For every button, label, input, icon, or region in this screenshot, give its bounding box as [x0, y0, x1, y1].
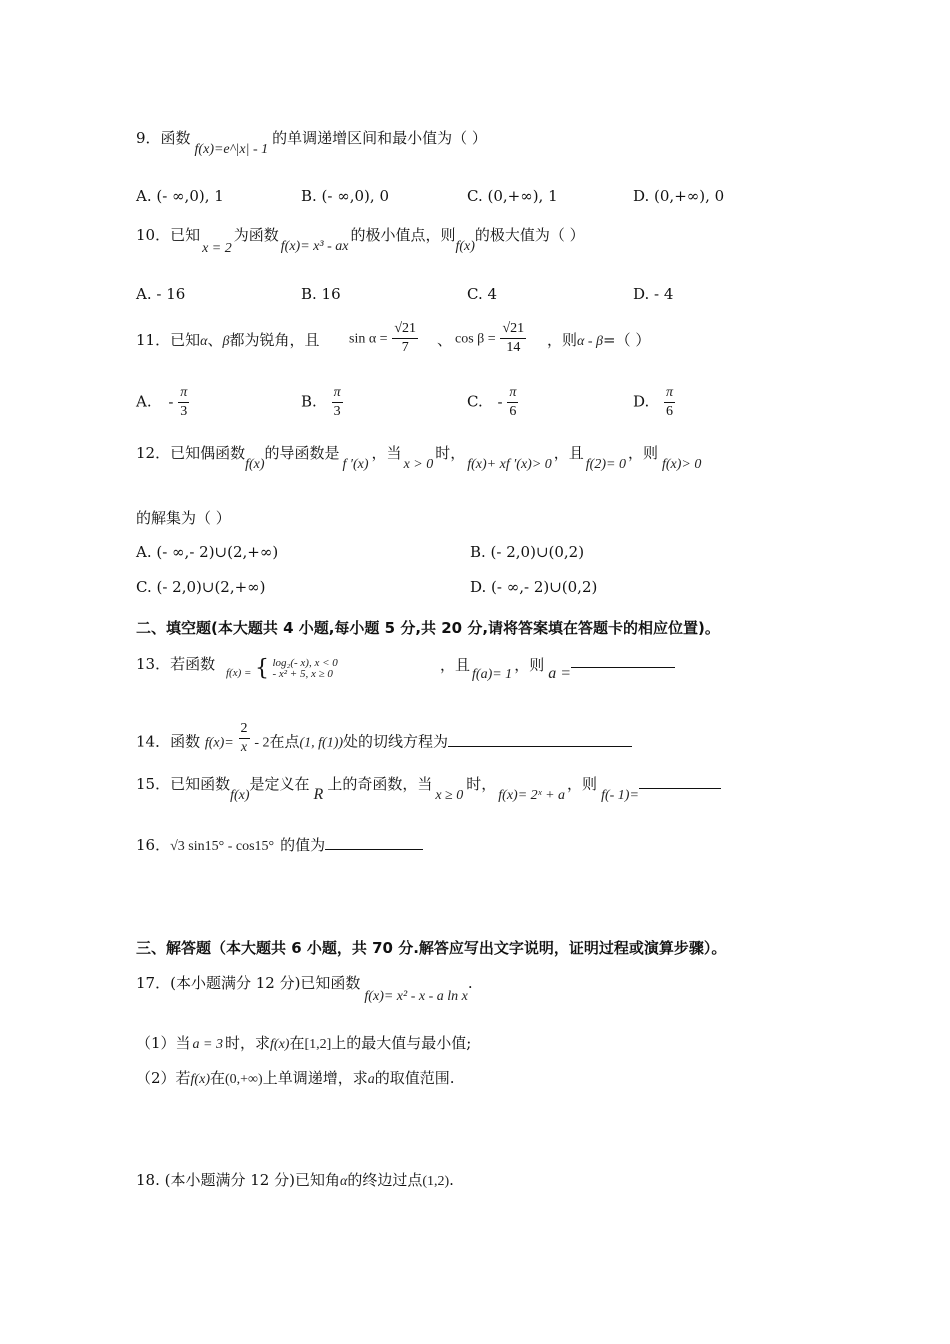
q11-option-b-num: π: [332, 384, 343, 403]
q10-x-value: x = 2: [202, 241, 232, 256]
q11-alpha: α: [200, 334, 208, 349]
q12-text-5: ，则: [627, 444, 658, 462]
q18-text-2: .: [449, 1171, 454, 1189]
q15-ask: f(- 1)=: [601, 788, 639, 803]
q15-expr: f(x)= 2ˣ + a: [498, 788, 566, 803]
q16-expr: √3 sin15° - cos15°: [170, 839, 275, 854]
q16-label: 16．: [136, 836, 171, 854]
q13-ask: a =: [548, 665, 571, 682]
q17-p2-text-1: （2）若: [136, 1069, 191, 1087]
q10-text-3: 的极大值为（ ）: [474, 226, 585, 244]
q12-goal: f(x)> 0: [661, 457, 702, 472]
q13-text-2: ，则: [514, 656, 545, 674]
q11-option-c: [467, 384, 518, 421]
q17-p2-interval: (0,+∞): [225, 1072, 263, 1087]
q11-cos-den: 14: [506, 340, 521, 355]
q13-label: 13．若函数: [136, 655, 216, 673]
q11-option-d-num: π: [664, 384, 675, 403]
q12-ineq: f(x)+ xf ′(x)> 0: [467, 457, 552, 472]
q10-text-1: 为函数: [233, 226, 279, 244]
q14-frac: [239, 720, 250, 757]
q10-option-c: C. 4: [467, 285, 498, 303]
q11-option-b-frac: [332, 384, 343, 421]
q11-option-c-sign: -: [497, 392, 503, 411]
section-3-heading: 三、解答题（本大题共 6 小题，共 70 分.解答应写出文字说明，证明过程或演算步骤）。: [136, 939, 727, 957]
q11-cos-expr: [455, 320, 526, 357]
q17-text-1: .: [467, 974, 473, 992]
q11-option-c-den: 6: [509, 404, 517, 419]
q11-text-2: ，则: [547, 331, 578, 349]
q12-label: 12．已知偶函数: [136, 444, 246, 462]
q11-option-a: [136, 384, 189, 421]
q14-expr-lhs: f(x)=: [204, 735, 234, 751]
q17-p1-text-2: 时，求: [225, 1034, 271, 1052]
q14-stem: [136, 721, 632, 761]
q12-option-a: A. (- ∞,- 2)∪(2,+∞): [136, 543, 279, 561]
q15-cond: x ≥ 0: [435, 788, 464, 803]
q17-part-1: [136, 1033, 471, 1055]
q13-cond: f(a)= 1: [472, 667, 513, 682]
q10-option-a: A. - 16: [136, 285, 186, 303]
q17-p2-text-4: 的取值范围.: [374, 1069, 455, 1087]
q11-sin-den: 7: [401, 340, 409, 355]
q11-sep2: 、: [437, 331, 453, 349]
q15-text-3: 时，: [466, 775, 497, 793]
q12-option-b: B. (- 2,0)∪(0,2): [470, 543, 585, 561]
q14-label: 14．函数: [136, 732, 201, 751]
q9-option-d: D. (0,+∞), 0: [633, 187, 725, 205]
q11-tail: [547, 330, 650, 352]
q11-option-a-den: 3: [180, 404, 188, 419]
q11-sin-num: √21: [392, 320, 418, 339]
q17-p1-fx: f(x): [270, 1037, 290, 1052]
q10-stem: [136, 225, 585, 256]
q13-pw-case-2: - x² + 5, x ≥ 0: [272, 668, 333, 680]
q13-stem: [136, 654, 215, 674]
q11-cos-frac: [500, 320, 526, 357]
q16-answer-blank: [325, 834, 423, 850]
q18-text-1: 的终边过点: [347, 1171, 423, 1189]
q16-text-1: 的值为: [280, 836, 326, 854]
q12-fx: f(x): [245, 457, 265, 472]
q13-text-1: ，且: [440, 656, 471, 674]
q9-stem: [136, 128, 487, 157]
q17-p1-text-3: 在: [289, 1034, 305, 1052]
q15-text-2: 上的奇函数，当: [327, 775, 433, 793]
q11-text-1: 都为锐角，且: [229, 331, 320, 349]
q9-expr: f(x)=e^|x| - 1: [194, 142, 269, 157]
q9-text: 的单调递增区间和最小值为（ ）: [272, 129, 487, 147]
q11-option-d-letter: D.: [633, 392, 650, 411]
q11-option-d: [633, 384, 675, 421]
q11-option-d-frac: [664, 384, 675, 421]
q9-label: 9．函数: [136, 129, 191, 147]
q11-sep: 、: [207, 331, 223, 349]
q10-fx: f(x): [455, 239, 475, 254]
q17-p1-text-1: （1）当: [136, 1034, 191, 1052]
q15-answer-blank: [639, 773, 721, 789]
q10-label: 10．已知: [136, 226, 201, 244]
q14-text-2: 处的切线方程为: [343, 732, 449, 751]
q18-alpha: α: [339, 1174, 348, 1189]
q9-option-a: A. (- ∞,0), 1: [136, 187, 224, 205]
q13-pw-case-1: log₂(- x), x < 0: [272, 657, 338, 669]
section-2-heading: 二、填空题(本大题共 4 小题,每小题 5 分,共 20 分,请将答案填在答题卡的相应位置)。: [136, 619, 720, 637]
q14-expr-rhs: - 2: [254, 735, 270, 751]
q17-part-2: [136, 1068, 455, 1090]
q10-text-2: 的极小值点，则: [350, 226, 456, 244]
q17-p1-a: a = 3: [192, 1037, 223, 1052]
q15-R: R: [313, 786, 324, 803]
q14-answer-blank: [448, 731, 632, 747]
q10-option-d: D. - 4: [633, 285, 674, 303]
q11-option-a-num: π: [178, 384, 189, 403]
q13-tail: [440, 654, 675, 682]
q17-p1-interval: [1,2]: [304, 1037, 332, 1052]
q17-p2-text-3: 上单调递增，求: [262, 1069, 368, 1087]
q13-pw-cases: [272, 658, 337, 680]
q12-cond: x > 0: [403, 457, 434, 472]
q11-sin-lhs: sin α =: [349, 331, 388, 347]
q14-point: (1, f(1)): [299, 735, 344, 751]
q17-label: 17．(本小题满分 12 分)已知函数: [136, 974, 361, 992]
q11-cos-lhs: cos β =: [455, 331, 496, 347]
q13-answer-blank: [571, 652, 675, 668]
q18-point: (1,2): [422, 1174, 450, 1189]
q11-option-c-num: π: [507, 384, 518, 403]
q11-option-c-letter: C.: [467, 392, 483, 411]
q11-option-a-letter: A.: [136, 392, 152, 411]
q13-pw-lhs: f(x) =: [226, 667, 252, 679]
q11-option-b: [301, 384, 343, 421]
q14-text-1: 在点: [269, 732, 300, 751]
q17-p2-fx: f(x): [190, 1072, 210, 1087]
q12-text-1: 的导函数是: [264, 444, 340, 462]
q17-p1-text-4: 上的最大值与最小值;: [331, 1034, 472, 1052]
q17-expr: f(x)= x² - x - a ln x: [364, 989, 468, 1004]
q11-diff: α - β: [577, 334, 603, 349]
q11-option-a-sign: -: [168, 392, 174, 411]
q18-stem: [136, 1170, 454, 1192]
q15-label: 15．已知函数: [136, 775, 231, 793]
q11-text-3: =（ ）: [603, 331, 651, 349]
q11-option-c-frac: [507, 384, 518, 421]
q18-label: 18. (本小题满分 12 分)已知角: [136, 1171, 340, 1189]
q12-stem: [136, 443, 702, 472]
q15-text-4: ，则: [567, 775, 598, 793]
q11-stem: [136, 330, 319, 352]
q12-text-2: ，当: [371, 444, 402, 462]
q11-sin-expr: [349, 320, 418, 357]
q11-option-a-frac: [178, 384, 189, 421]
q12-text-3: 时，: [435, 444, 466, 462]
q17-p2-a: a: [367, 1072, 375, 1087]
q12-stem-line2: 的解集为（ ）: [136, 509, 231, 527]
q11-option-b-den: 3: [333, 404, 341, 419]
q10-expr: f(x)= x³ - ax: [280, 239, 349, 254]
q11-option-d-den: 6: [666, 404, 674, 419]
q12-fpx: f ′(x): [342, 457, 369, 472]
q11-cos-num: √21: [500, 320, 526, 339]
q16-stem: [136, 834, 423, 857]
q13-brace-icon: {: [254, 656, 269, 681]
q15-text-1: 是定义在: [249, 775, 310, 793]
q11-beta: β: [222, 334, 230, 349]
q11-label: 11．已知: [136, 331, 201, 349]
q10-option-b: B. 16: [301, 285, 341, 303]
q11-sin-frac: [392, 320, 418, 357]
q12-f2: f(2)= 0: [585, 457, 626, 472]
q12-text-4: ，且: [553, 444, 584, 462]
q14-frac-den: x: [240, 740, 248, 755]
q14-frac-num: 2: [239, 720, 250, 739]
q17-stem: [136, 973, 473, 1004]
q12-option-d: D. (- ∞,- 2)∪(0,2): [470, 578, 598, 596]
q13-piecewise: [226, 658, 338, 680]
q12-option-c: C. (- 2,0)∪(2,+∞): [136, 578, 266, 596]
q9-option-b: B. (- ∞,0), 0: [301, 187, 389, 205]
q15-stem: [136, 773, 721, 803]
q15-fx: f(x): [230, 788, 250, 803]
q9-option-c: C. (0,+∞), 1: [467, 187, 558, 205]
q11-option-b-letter: B.: [301, 392, 317, 411]
q17-p2-text-2: 在: [209, 1069, 225, 1087]
